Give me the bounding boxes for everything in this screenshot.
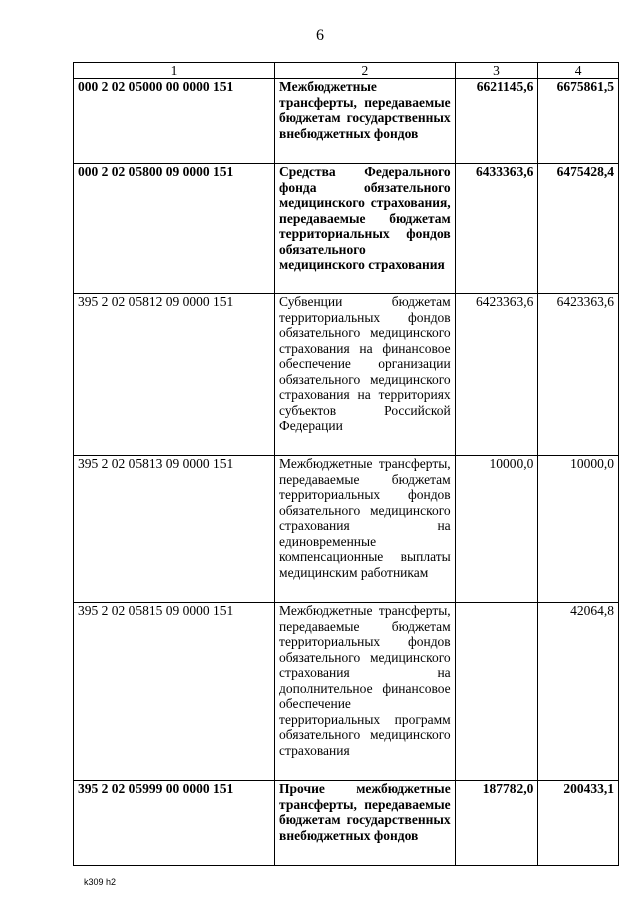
amount-col4: 6475428,4: [538, 164, 619, 294]
budget-code: 395 2 02 05815 09 0000 151: [74, 603, 275, 781]
amount-col4: 200433,1: [538, 781, 619, 866]
amount-col4: 10000,0: [538, 456, 619, 603]
footer-code: k309 h2: [84, 877, 117, 887]
budget-code: 395 2 02 05999 00 0000 151: [74, 781, 275, 866]
amount-col3: 6423363,6: [455, 294, 538, 456]
budget-code: 000 2 02 05000 00 0000 151: [74, 79, 275, 164]
page-number: 6: [316, 27, 324, 44]
column-header-1: 1: [74, 63, 275, 79]
table-header-row: [74, 63, 619, 79]
table-row: [74, 164, 619, 294]
column-header-4: 4: [538, 63, 619, 79]
item-name: Субвенции бюджетам территориальных фондов обязательного медицинского страхования на финансовое обеспечение организации обязательного медицинского страхования на территориях субъектов Российской Федерации: [275, 294, 456, 456]
amount-col3: 187782,0: [455, 781, 538, 866]
table-row: [74, 294, 619, 456]
item-name: Межбюджетные трансферты, передаваемые бюджетам территориальных фондов обязательного медицинского страхования на дополнительное финансовое обеспечение территориальных программ обязательного медицинского страхования: [275, 603, 456, 781]
budget-code: 395 2 02 05813 09 0000 151: [74, 456, 275, 603]
table-row: [74, 456, 619, 603]
amount-col4: 6423363,6: [538, 294, 619, 456]
budget-table: [73, 62, 619, 866]
item-name: Прочие межбюджетные трансферты, передаваемые бюджетам государственных внебюджетных фондов: [275, 781, 456, 866]
item-name: Средства Федерального фонда обязательного медицинского страхования, передаваемые бюджетам территориальных фондов обязательного медицинского страхования: [275, 164, 456, 294]
amount-col3: [455, 603, 538, 781]
budget-code: 395 2 02 05812 09 0000 151: [74, 294, 275, 456]
amount-col3: 6433363,6: [455, 164, 538, 294]
amount-col3: 10000,0: [455, 456, 538, 603]
amount-col3: 6621145,6: [455, 79, 538, 164]
table-row: [74, 603, 619, 781]
item-name: Межбюджетные трансферты, передаваемые бюджетам территориальных фондов обязательного медицинского страхования на единовременные компенсационные выплаты медицинским работникам: [275, 456, 456, 603]
amount-col4: 6675861,5: [538, 79, 619, 164]
table-row: [74, 781, 619, 866]
item-name: Межбюджетные трансферты, передаваемые бюджетам государственных внебюджетных фондов: [275, 79, 456, 164]
budget-code: 000 2 02 05800 09 0000 151: [74, 164, 275, 294]
column-header-2: 2: [275, 63, 456, 79]
column-header-3: 3: [455, 63, 538, 79]
amount-col4: 42064,8: [538, 603, 619, 781]
table-row: [74, 79, 619, 164]
